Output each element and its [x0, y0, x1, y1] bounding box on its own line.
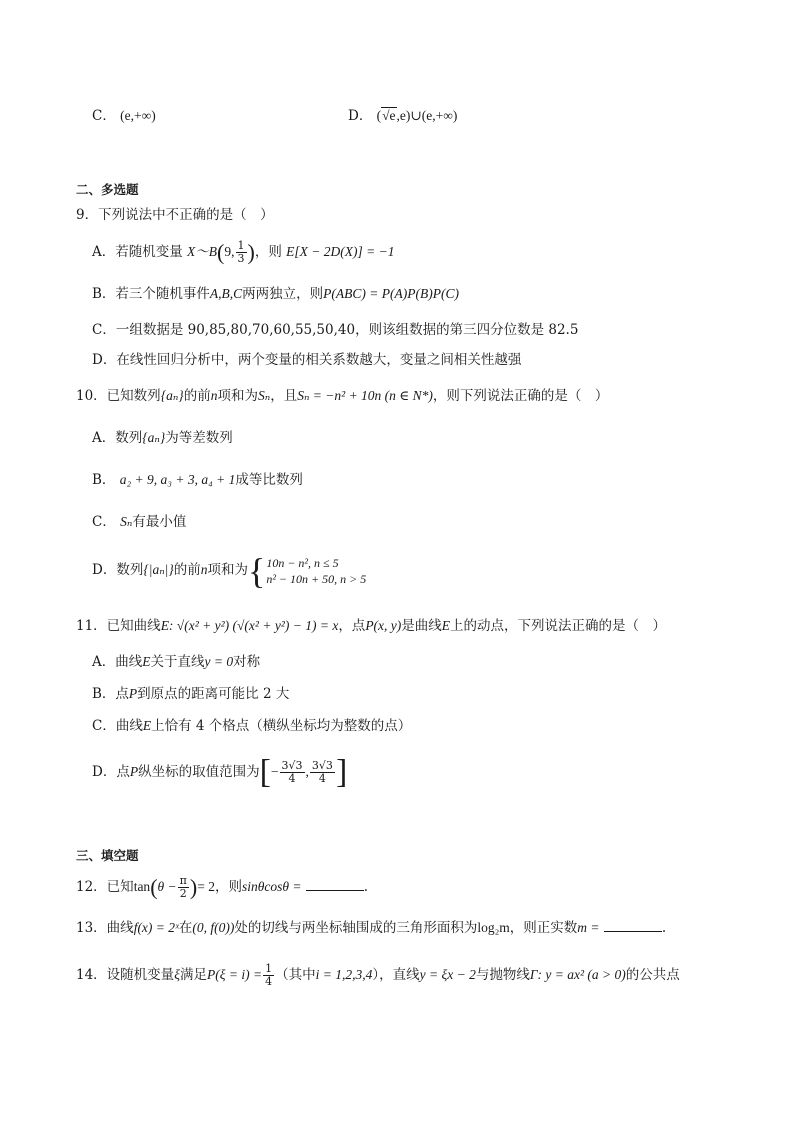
- q9-option-d: D．在线性回归分析中，两个变量的相关系数越大，变量之间相关性越强: [92, 352, 522, 368]
- fraction: $\frac{1}{3}$: [237, 239, 245, 265]
- q8-option-d: [348, 106, 457, 126]
- q8-option-c: [92, 106, 156, 126]
- q10-option-b: B． a₂ + 9, a₃ + 3, a₄ + 1成等比数列: [92, 472, 303, 488]
- answer-blank[interactable]: [306, 878, 364, 891]
- q9-option-a: A．若随机变量 X～B(9, $\frac{1}{3}$ )，则 E[X − 2D(X)] = −1: [92, 239, 395, 265]
- fraction: $\frac{\pi}{2}$: [179, 874, 187, 900]
- section-heading-multiple-choice: 二、多选题: [76, 182, 139, 197]
- q9-stem: 9．下列说法中不正确的是（ ）: [76, 207, 274, 223]
- option-math-sqrt: √e: [382, 108, 396, 123]
- q9-option-b: B．若三个随机事件A,B,C两两独立，则P(ABC) = P(A)P(B)P(C): [92, 286, 459, 302]
- q11-stem: 11．已知曲线E: √(x² + y²) (√(x² + y²) − 1) = x，点P(x, y)是曲线E上的动点，下列说法正确的是（ ）: [76, 618, 667, 634]
- q10-option-c: C． Sₙ有最小值: [92, 514, 187, 530]
- q9-option-c: C．一组数据是 90,85,80,70,60,55,50,40，则该组数据的第三四分位数是 82.5: [92, 322, 579, 338]
- option-math-open: (: [376, 108, 382, 123]
- q10-option-a: A．数列{aₙ}为等差数列: [92, 430, 233, 446]
- fraction: $\frac{3√3}{4}$: [281, 759, 303, 785]
- option-math: (e,+∞): [120, 108, 156, 123]
- q14: 14．设随机变量ξ满足P(ξ = i) = $\frac{1}{4}$ （其中i = 1,2,3,4），直线y = ξx − 2与抛物线Γ: y = ax² (a > 0)的公共点: [76, 962, 680, 988]
- q11-option-d: D．点P纵坐标的取值范围为[− $\frac{3√3}{4}$ , $\frac{3√3}{4}$ ]: [92, 753, 348, 791]
- answer-blank[interactable]: [604, 919, 662, 932]
- piecewise-function: { 10n − n², n ≤ 5 n² − 10n + 50, n > 5: [248, 550, 367, 591]
- q12: 12．已知tan(θ − $\frac{\pi}{2}$ )= 2，则sinθcosθ = .: [76, 874, 369, 900]
- option-label: D．: [348, 108, 373, 124]
- option-label: C．: [92, 108, 116, 124]
- q11-option-a: A．曲线E关于直线y = 0对称: [92, 654, 261, 670]
- q10-option-d: D．数列{|aₙ|}的前n项和为 { 10n − n², n ≤ 5 n² − 10n + 50, n > 5: [92, 550, 367, 591]
- section-heading-fill-blank: 三、填空题: [76, 848, 139, 863]
- q11-option-b: B．点P到原点的距离可能比 2 大: [92, 686, 290, 702]
- q11-option-c: C．曲线E上恰有 4 个格点（横纵坐标均为整数的点）: [92, 718, 412, 734]
- option-math-rest: ,e)∪(e,+∞): [396, 108, 458, 123]
- fraction: $\frac{1}{4}$: [265, 962, 273, 988]
- fraction: $\frac{3√3}{4}$: [311, 759, 333, 785]
- q10-stem: 10．已知数列{aₙ}的前n项和为Sₙ，且Sₙ = −n² + 10n (n ∈ N*)，则下列说法正确的是（ ）: [76, 388, 609, 404]
- q13: 13．曲线f(x) = 2ˣ在(0, f(0))处的切线与两坐标轴围成的三角形面积为log₂m，则正实数m = .: [76, 920, 667, 936]
